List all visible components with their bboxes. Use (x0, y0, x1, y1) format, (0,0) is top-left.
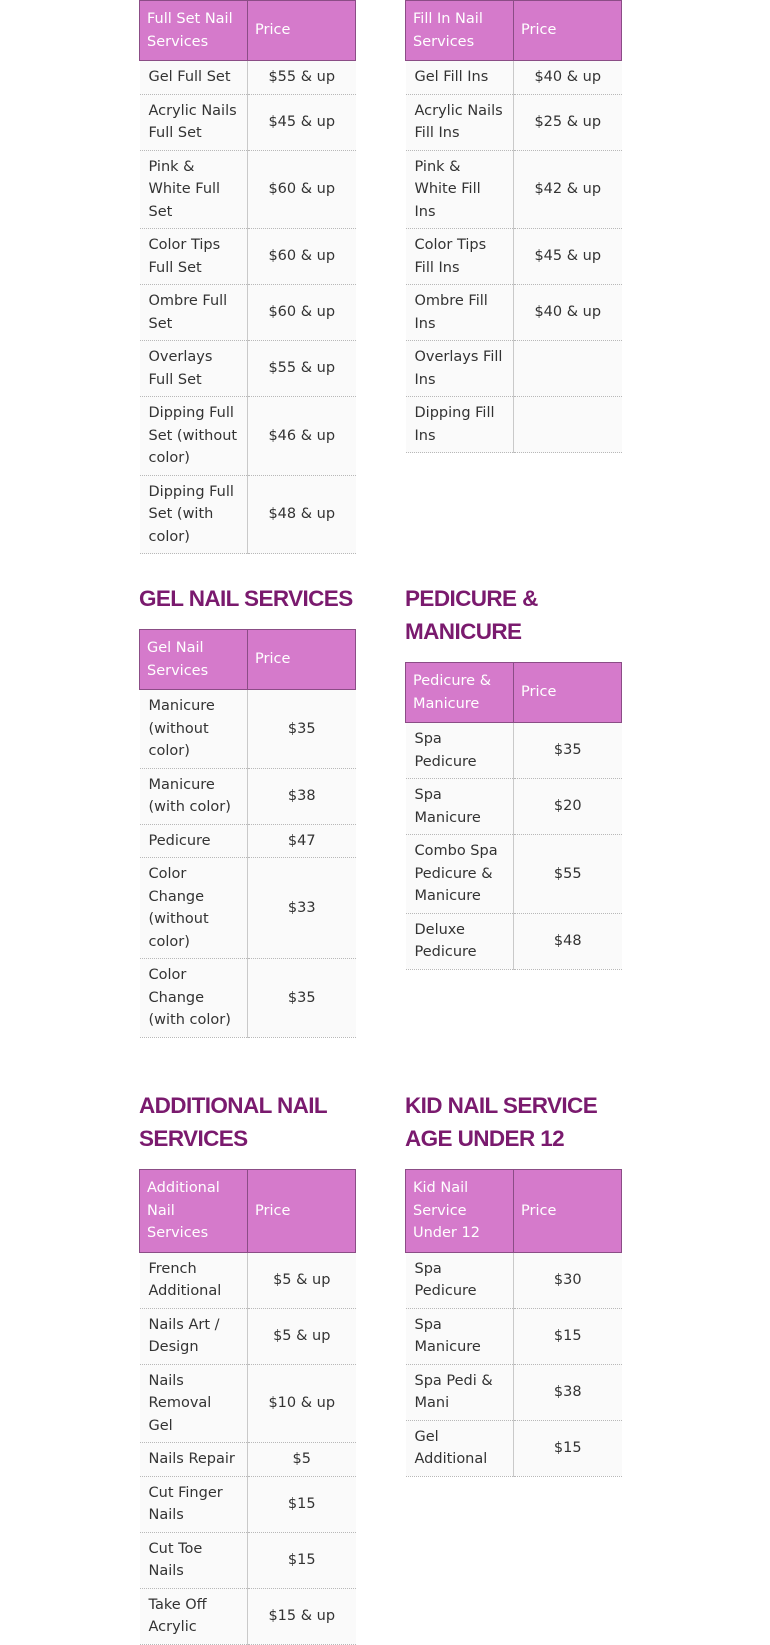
service-name: Pink & White Fill Ins (406, 150, 514, 229)
price-column-header: Price (514, 1170, 622, 1253)
service-price: $40 & up (514, 285, 622, 341)
service-name: Combo Spa Pedicure & Manicure (406, 835, 514, 914)
table-row (140, 1588, 356, 1644)
service-column-header: Pedicure & Manicure (406, 663, 514, 723)
table-row (406, 229, 622, 285)
service-name: Color Change (with color) (140, 959, 248, 1038)
service-name: Overlays Fill Ins (406, 341, 514, 397)
table-row (406, 397, 622, 453)
table-row (406, 835, 622, 914)
service-price: $10 & up (248, 1364, 356, 1443)
service-price: $30 (514, 1252, 622, 1308)
table-row (406, 723, 622, 779)
table-row (406, 1364, 622, 1420)
service-name: Spa Manicure (406, 779, 514, 835)
service-column-header: Fill In Nail Services (406, 1, 514, 61)
service-name: Spa Pedi & Mani (406, 1364, 514, 1420)
service-name: Color Tips Fill Ins (406, 229, 514, 285)
price-column-header: Price (248, 630, 356, 690)
table-row (140, 768, 356, 824)
service-price: $5 & up (248, 1252, 356, 1308)
service-name: Nails Art / Design (140, 1308, 248, 1364)
service-name: Ombre Fill Ins (406, 285, 514, 341)
service-price: $48 & up (248, 475, 356, 554)
section-heading: KID NAIL SERVICE AGE UNDER 12 (405, 1093, 598, 1151)
service-column-header: Full Set Nail Services (140, 1, 248, 61)
table-row (406, 1308, 622, 1364)
service-name: Pedicure (140, 824, 248, 858)
table-row (140, 285, 356, 341)
table-row (140, 341, 356, 397)
table-row (140, 397, 356, 476)
service-name: Cut Finger Nails (140, 1476, 248, 1532)
service-name: Manicure (with color) (140, 768, 248, 824)
service-name: Ombre Full Set (140, 285, 248, 341)
table-row (406, 150, 622, 229)
table-row (140, 150, 356, 229)
table-header-row (406, 1170, 622, 1253)
section-heading: GEL NAIL SERVICES (139, 586, 353, 611)
service-price: $40 & up (514, 61, 622, 95)
table-row (406, 913, 622, 969)
price-column-header: Price (514, 663, 622, 723)
price-column-header: Price (248, 1170, 356, 1253)
service-price: $33 (248, 858, 356, 959)
service-name: Spa Manicure (406, 1308, 514, 1364)
service-name: Deluxe Pedicure (406, 913, 514, 969)
service-price: $35 (248, 959, 356, 1038)
service-name: Spa Pedicure (406, 1252, 514, 1308)
service-price: $55 (514, 835, 622, 914)
price-column-header: Price (514, 1, 622, 61)
service-name: Color Tips Full Set (140, 229, 248, 285)
table-row (140, 94, 356, 150)
service-price: $42 & up (514, 150, 622, 229)
additional-nail-section (139, 1089, 355, 1645)
service-name: Dipping Full Set (with color) (140, 475, 248, 554)
service-price: $48 (514, 913, 622, 969)
full-set-price-table (139, 0, 356, 554)
service-price: $46 & up (248, 397, 356, 476)
table-row (140, 1364, 356, 1443)
gel-nail-price-table (139, 629, 356, 1038)
price-column-header: Price (248, 1, 356, 61)
table-row (140, 824, 356, 858)
table-row (406, 1420, 622, 1476)
full-set-section (139, 0, 355, 554)
table-row (140, 690, 356, 769)
table-row (140, 475, 356, 554)
kid-nail-section (405, 1089, 621, 1477)
table-header-row (406, 1, 622, 61)
table-row (406, 61, 622, 95)
service-name: Manicure (without color) (140, 690, 248, 769)
service-name: Dipping Fill Ins (406, 397, 514, 453)
service-name: Spa Pedicure (406, 723, 514, 779)
service-price: $15 (248, 1476, 356, 1532)
service-name: Acrylic Nails Full Set (140, 94, 248, 150)
service-name: Color Change (without color) (140, 858, 248, 959)
service-name: Gel Fill Ins (406, 61, 514, 95)
service-price: $5 & up (248, 1308, 356, 1364)
service-price: $35 (514, 723, 622, 779)
kid-nail-price-table (405, 1169, 622, 1477)
service-price: $25 & up (514, 94, 622, 150)
service-column-header: Kid Nail Service Under 12 (406, 1170, 514, 1253)
service-price: $20 (514, 779, 622, 835)
service-name: Dipping Full Set (without color) (140, 397, 248, 476)
section-heading: PEDICURE & MANICURE (405, 586, 538, 644)
table-row (140, 1252, 356, 1308)
table-row (140, 1476, 356, 1532)
table-row (406, 94, 622, 150)
table-row (406, 341, 622, 397)
table-row (140, 61, 356, 95)
table-row (140, 1443, 356, 1477)
service-name: Gel Full Set (140, 61, 248, 95)
pedicure-manicure-price-table (405, 662, 622, 970)
table-row (406, 285, 622, 341)
table-row (406, 1252, 622, 1308)
service-column-header: Gel Nail Services (140, 630, 248, 690)
section-heading: ADDITIONAL NAIL SERVICES (139, 1093, 327, 1151)
service-price: $45 & up (248, 94, 356, 150)
service-name: Gel Additional (406, 1420, 514, 1476)
service-name: Pink & White Full Set (140, 150, 248, 229)
service-name: Nails Repair (140, 1443, 248, 1477)
service-price: $55 & up (248, 341, 356, 397)
service-price: $35 (248, 690, 356, 769)
service-price: $15 (514, 1420, 622, 1476)
table-row (140, 858, 356, 959)
service-price: $38 (514, 1364, 622, 1420)
fill-in-section (405, 0, 621, 453)
table-row (140, 1532, 356, 1588)
service-name: Take Off Acrylic (140, 1588, 248, 1644)
service-price (514, 397, 622, 453)
service-price: $47 (248, 824, 356, 858)
service-name: French Additional (140, 1252, 248, 1308)
fill-in-price-table (405, 0, 622, 453)
service-price: $15 (248, 1532, 356, 1588)
table-row (406, 779, 622, 835)
table-header-row (140, 630, 356, 690)
service-price: $38 (248, 768, 356, 824)
pedicure-manicure-section (405, 582, 621, 970)
service-price: $5 (248, 1443, 356, 1477)
table-header-row (140, 1170, 356, 1253)
gel-nail-section (139, 582, 355, 1038)
service-price: $60 & up (248, 285, 356, 341)
service-name: Acrylic Nails Fill Ins (406, 94, 514, 150)
service-price: $15 (514, 1308, 622, 1364)
additional-nail-price-table (139, 1169, 356, 1645)
service-price: $45 & up (514, 229, 622, 285)
table-header-row (140, 1, 356, 61)
service-price: $15 & up (248, 1588, 356, 1644)
table-row (140, 959, 356, 1038)
service-column-header: Additional Nail Services (140, 1170, 248, 1253)
service-price (514, 341, 622, 397)
service-price: $55 & up (248, 61, 356, 95)
service-price: $60 & up (248, 229, 356, 285)
service-price: $60 & up (248, 150, 356, 229)
service-name: Overlays Full Set (140, 341, 248, 397)
table-row (140, 1308, 356, 1364)
table-header-row (406, 663, 622, 723)
service-name: Cut Toe Nails (140, 1532, 248, 1588)
table-row (140, 229, 356, 285)
service-name: Nails Removal Gel (140, 1364, 248, 1443)
